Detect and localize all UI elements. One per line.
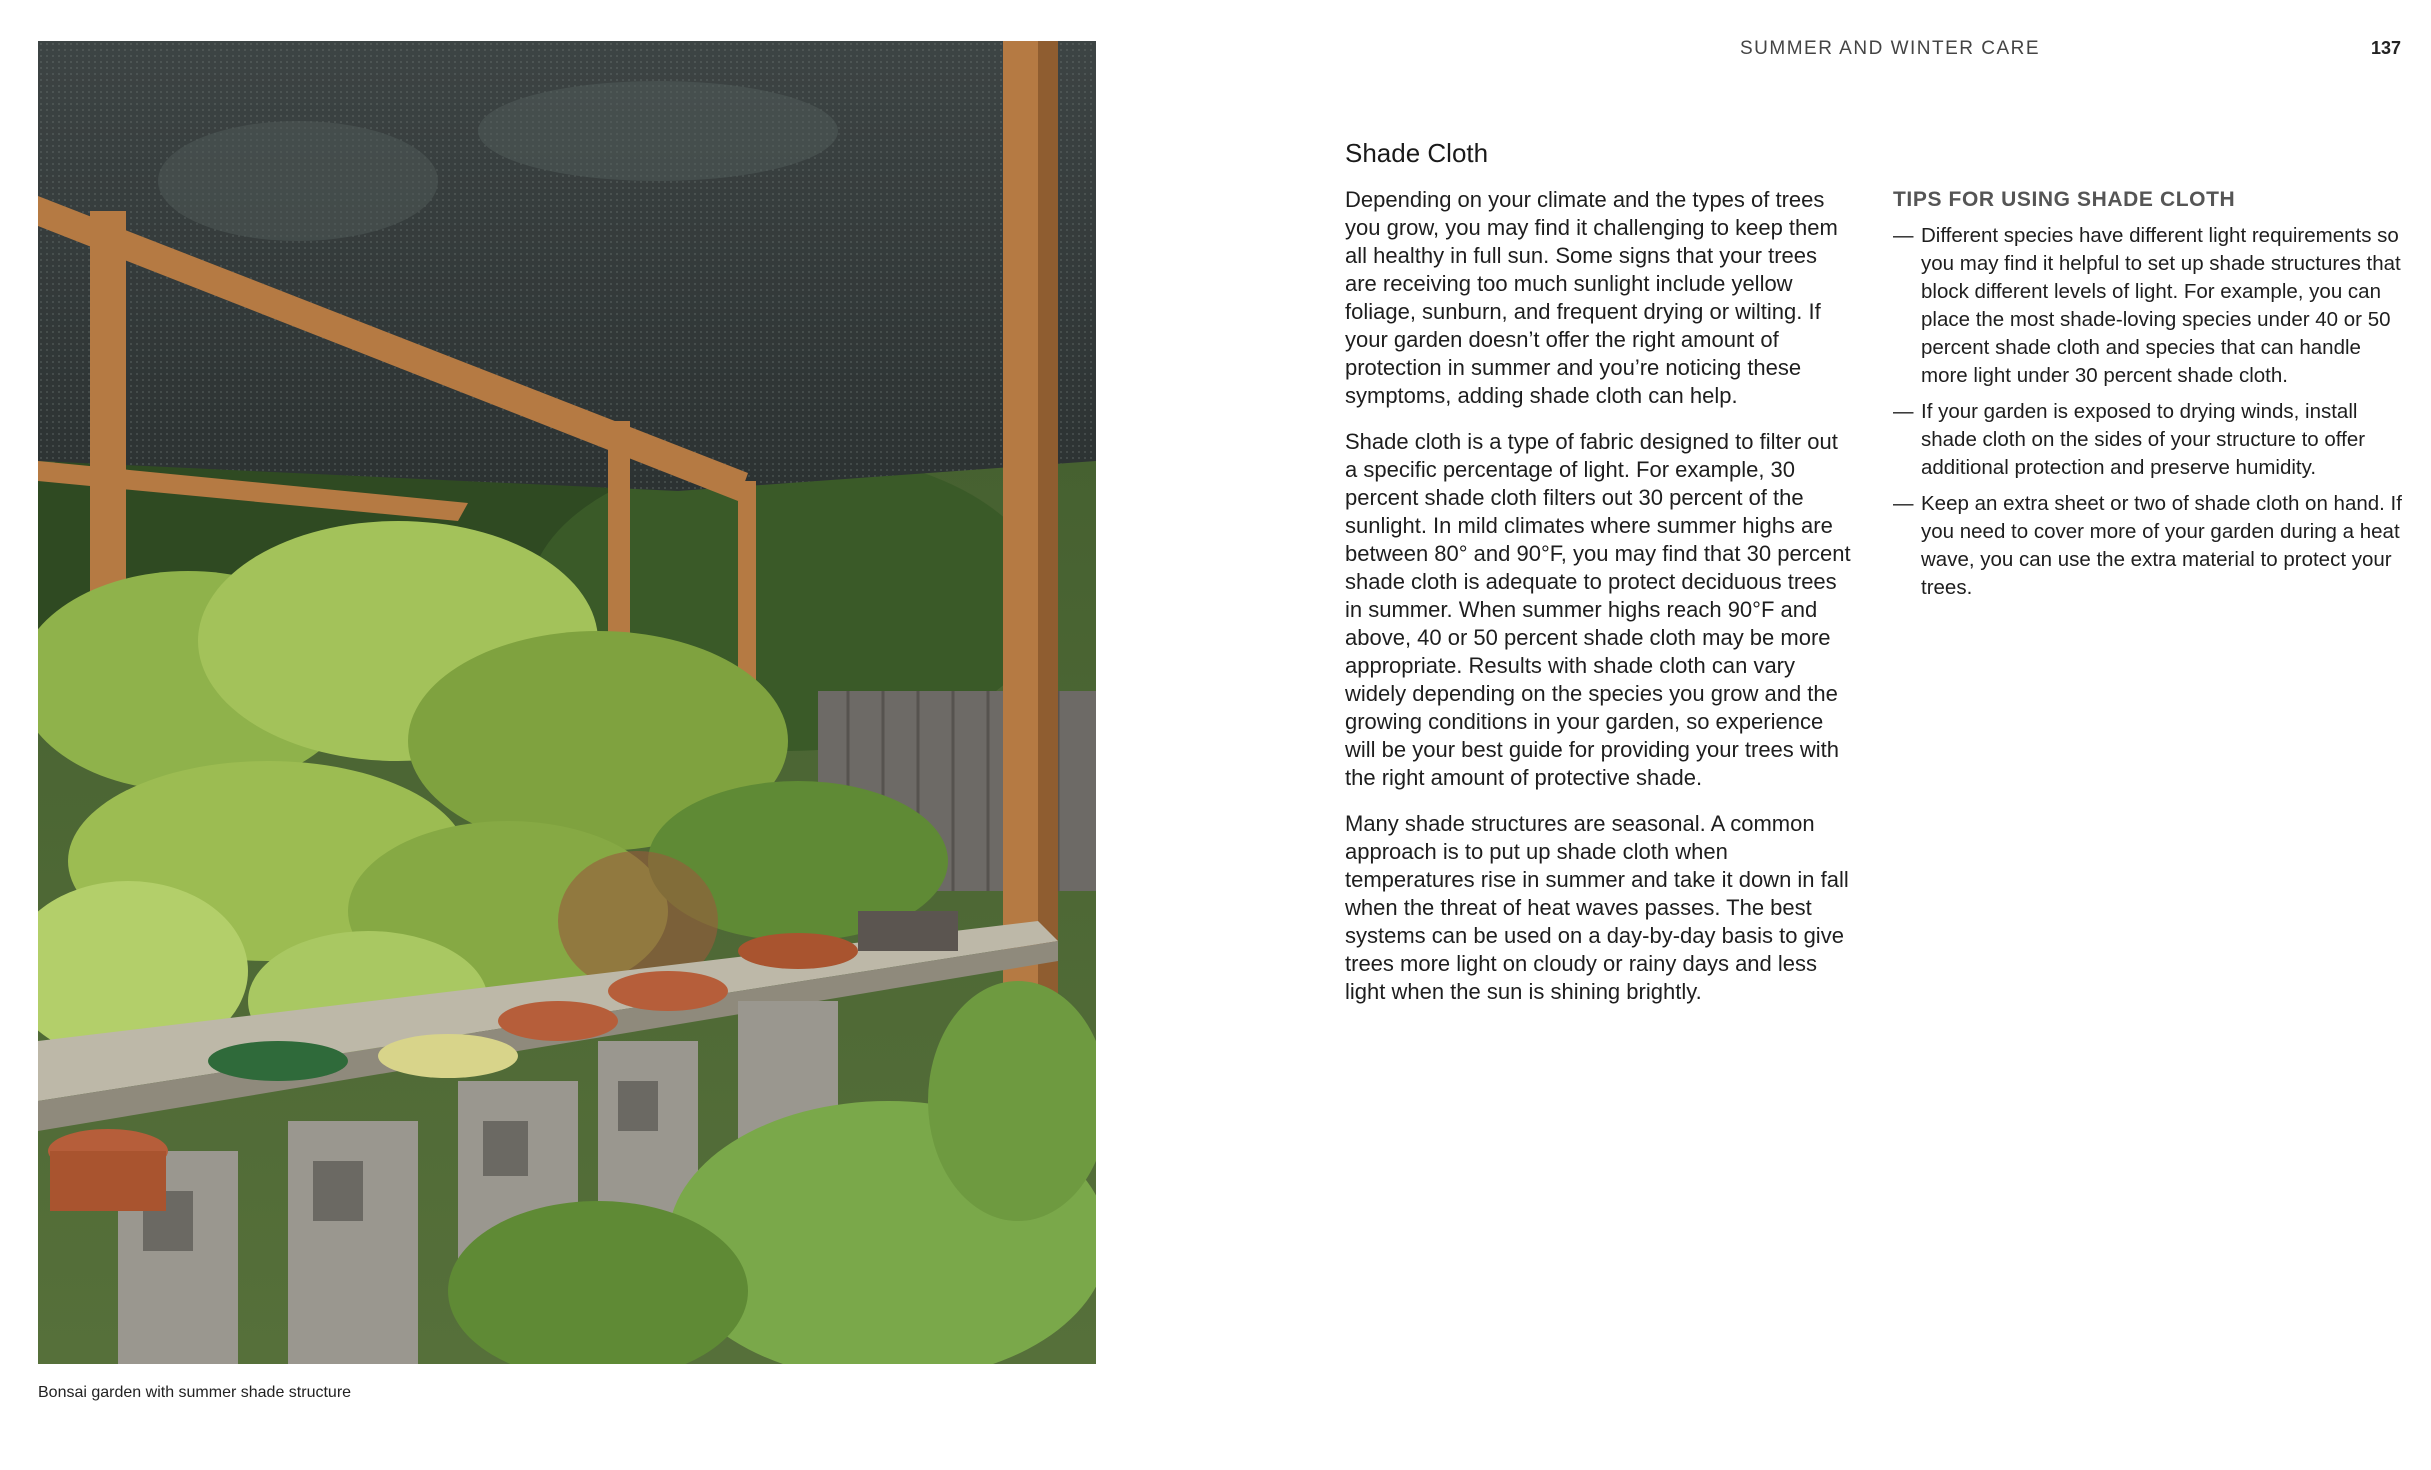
photo-caption: Bonsai garden with summer shade structure xyxy=(38,1384,352,1401)
tip-item xyxy=(1893,398,2411,482)
page-number: 137 xyxy=(2370,38,2401,58)
tips-heading: TIPS FOR USING SHADE CLOTH xyxy=(1893,188,2236,211)
paragraph: Shade cloth is a type of fabric designed to filter out a specific percentage of light. For example, 30 percent shade cloth filters out 30 percent of the sunlight. In mild climates where summer highs are between 80° and 90°F, you may find that 30 percent shade cloth is adequate to protect deciduous trees in summer. When summer highs reach 90°F and above, 40 or 50 percent shade cloth may be more appropriate. Results with shade cloth can vary widely depending on the species you grow and the growing conditions in your garden, so experience will be your best guide for providing your trees with the right amount of protective shade. xyxy=(1345,429,1851,790)
running-head: SUMMER AND WINTER CARE xyxy=(1740,38,2041,59)
bonsai-garden-photo xyxy=(38,41,1096,1364)
bonsai-garden-illustration xyxy=(38,41,1096,1364)
main-text-column xyxy=(1345,186,1853,1024)
tips-sidebar xyxy=(1893,186,2411,610)
dash-bullet: — xyxy=(1893,400,1914,423)
tip-text: Different species have different light requirements so you may find it helpful to set up shade structures that block different levels of light. For example, you can place the most shade-loving species under 40 or 50 percent shade cloth and species that can handle more light under 30 percent shade cloth. xyxy=(1921,224,2401,387)
tip-item xyxy=(1893,222,2411,390)
tip-text: Keep an extra sheet or two of shade cloth on hand. If you need to cover more of your garden during a heat wave, you can use the extra material to protect your trees. xyxy=(1921,492,2402,599)
dash-bullet: — xyxy=(1893,224,1914,247)
paragraph: Depending on your climate and the types of trees you grow, you may find it challenging to keep them all healthy in full sun. Some signs that your trees are receiving too much sunlight include yellow foliage, sunburn, and frequent drying or wilting. If your garden doesn’t offer the right amount of protection in summer and you’re noticing these symptoms, adding shade cloth can help. xyxy=(1345,187,1838,408)
paragraph: Many shade structures are seasonal. A common approach is to put up shade cloth when temperatures rise in summer and take it down in fall when the threat of heat waves passes. The best systems can be used on a day-by-day basis to give trees more light on cloudy or rainy days and less light when the sun is shining brightly. xyxy=(1345,811,1849,1004)
section-title: Shade Cloth xyxy=(1345,138,1489,168)
dash-bullet: — xyxy=(1893,492,1914,515)
tip-text: If your garden is exposed to drying winds, install shade cloth on the sides of your structure to offer additional protection and preserve humidity. xyxy=(1921,400,2366,479)
tips-list xyxy=(1893,222,2411,602)
tip-item xyxy=(1893,490,2411,602)
